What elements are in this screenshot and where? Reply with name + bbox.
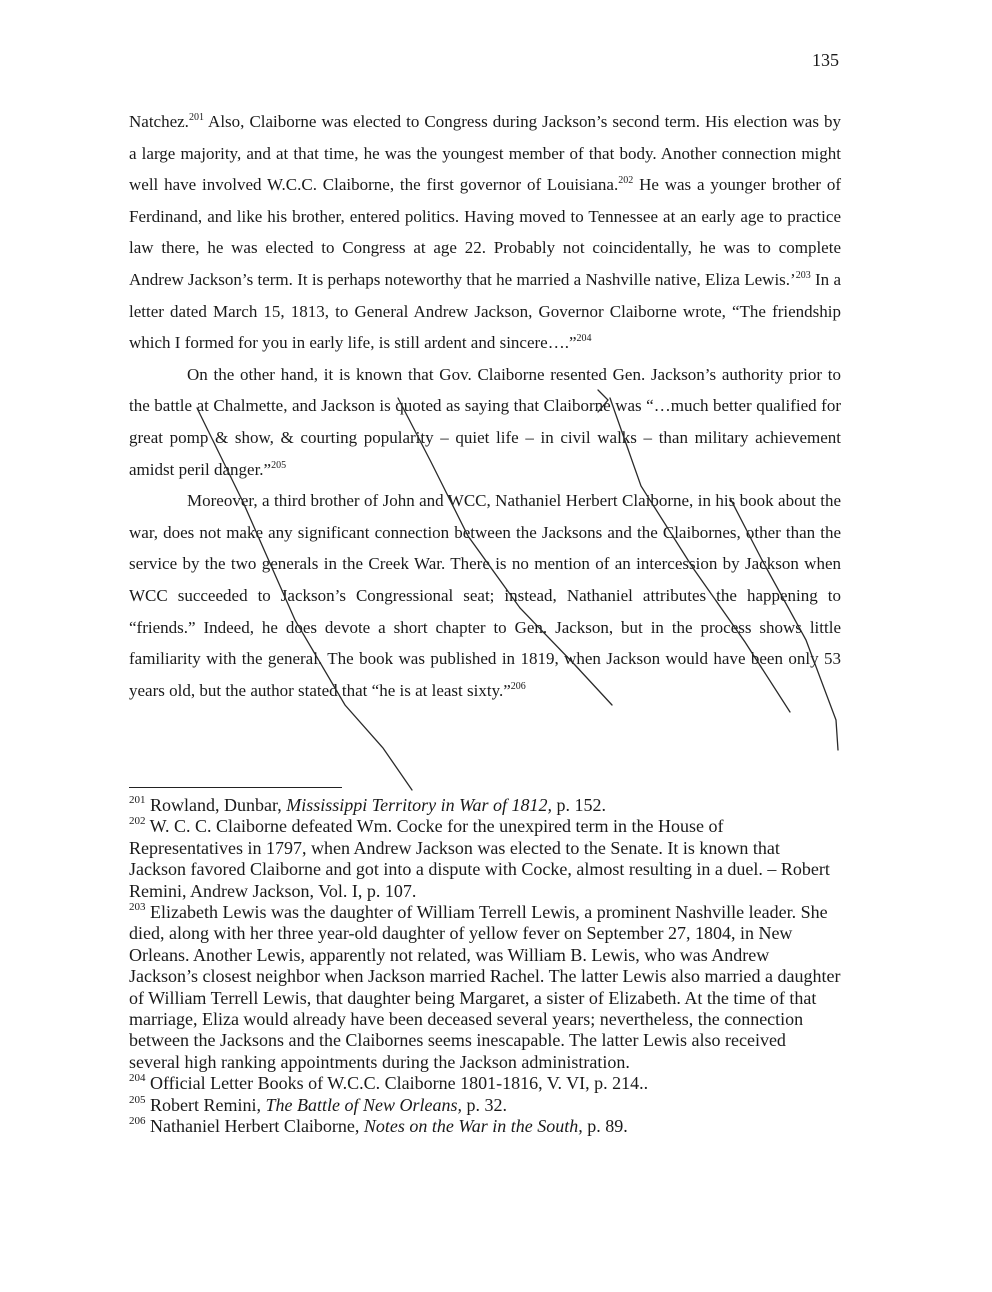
- text-run: Nathaniel Herbert Claiborne,: [145, 1116, 364, 1137]
- text-run: p. 32.: [462, 1094, 507, 1115]
- text-run: W. C. C. Claiborne defeated Wm. Cocke for the unexpired term in the House of Representatives in 1797, when Andrew Jackson was elected to the Senate. It is known that Jackson favored Claiborne and got into a dispute with Cocke, almost resulting in a duel. – Robert Remini, Andrew Jackson, Vol. I, p. 107.: [129, 816, 830, 901]
- footnote-ref: 205: [271, 459, 287, 471]
- footnote: [129, 1073, 841, 1094]
- italic-title: Notes on the War in the South,: [363, 1116, 583, 1137]
- strike-stroke: [398, 398, 612, 705]
- italic-title: Mississippi Territory in War of 1812,: [286, 795, 552, 815]
- footnote: [129, 816, 841, 902]
- text-run: Robert Remini,: [145, 1094, 266, 1115]
- footnote-ref: 205: [129, 1093, 146, 1106]
- italic-title: The Battle of New Orleans,: [265, 1094, 462, 1115]
- page-number: 135: [812, 50, 839, 70]
- footnote-ref: 204: [129, 1072, 146, 1085]
- footnote-ref: 202: [129, 815, 146, 828]
- strike-stroke: [197, 408, 412, 790]
- text-run: Natchez.: [129, 112, 189, 131]
- footnote: [129, 1095, 841, 1116]
- footnote-ref: 204: [576, 333, 592, 345]
- footnote: [129, 795, 841, 816]
- text-run: p. 89.: [582, 1116, 628, 1137]
- footnote: [129, 1116, 841, 1137]
- footnote: [129, 902, 841, 1073]
- footnote-ref: 206: [510, 680, 526, 692]
- text-run: p. 152.: [552, 795, 606, 815]
- text-run: In a letter dated March 15, 1813, to General Andrew Jackson, Governor Claiborne wrote, “The friendship which I formed for you in early life, is still ardent and sincere….”: [129, 269, 841, 353]
- footnote-ref: 203: [795, 269, 811, 281]
- text-run: On the other hand, it is known that Gov. Claiborne resented Gen. Jackson’s authority prior to the battle at Chalmette, and Jackson is quoted as saying that Claiborne was “…much better qualified for great pomp & show, & courting popularity – quiet life – in civil walks – than military achievement amidst peril danger.”: [129, 364, 841, 479]
- text-run: Rowland, Dunbar,: [145, 795, 287, 815]
- text-run: He was a younger brother of Ferdinand, and like his brother, entered politics. Having moved to Tennessee at an early age to practice law there, he was elected to Congress at age 22. Probably not coincidentally, he was to complete Andrew Jackson’s term. It is perhaps noteworthy that he married a Nashville native, Eliza Lewis.’: [129, 175, 842, 289]
- footnotes: [129, 795, 841, 1138]
- strike-stroke: [598, 390, 608, 412]
- footnote-ref: 201: [129, 794, 146, 806]
- footnote-ref: 206: [129, 1115, 146, 1128]
- text-run: Also, Claiborne was elected to Congress during Jackson’s second term. His election was by a large majority, and at that time, he was the youngest member of that body. Another connection might well have involved W.C.C. Claiborne, the first governor of Louisiana.: [129, 112, 841, 195]
- text-run: Elizabeth Lewis was the daughter of William Terrell Lewis, a prominent Nashville leader. She died, along with her three year-old daughter of yellow fever on September 27, 1804, in New Orleans. Another Lewis, apparently not related, was William B. Lewis, who was Andrew Jackson’s closest neighbor when Jackson married Rachel. The latter Lewis also married a daughter of William Terrell Lewis, that daughter being Margaret, a sister of Elizabeth. At the time of that marriage, Eliza would already have been deceased several years; nevertheless, the connection between the Jacksons and the Claibornes seems inescapable. The latter Lewis also received several high ranking appointments during the Jackson administration.: [129, 902, 841, 1072]
- strike-stroke: [610, 398, 790, 712]
- footnote-ref: 201: [188, 112, 204, 123]
- footnote-ref: 202: [618, 175, 634, 187]
- strike-stroke: [730, 498, 838, 750]
- text-run: Official Letter Books of W.C.C. Claiborne 1801-1816, V. VI, p. 214..: [145, 1073, 649, 1094]
- footnote-separator: [129, 787, 342, 788]
- text-run: Moreover, a third brother of John and WCC, Nathaniel Herbert Claiborne, in his book about the war, does not make any significant connection between the Jacksons and the Claibornes, other than the service by the two generals in the Creek War. There is no mention of an intercession by Jackson when WCC succeeded to Jackson’s Congressional seat; instead, Nathaniel attributes the happening to “friends.” Indeed, he does devote a short chapter to Gen. Jackson, but in the process shows little familiarity with the general. The book was published in 1819, when Jackson would have been only 53 years old, but the author stated that “he is at least sixty.”: [129, 491, 841, 700]
- footnote-ref: 203: [129, 901, 146, 914]
